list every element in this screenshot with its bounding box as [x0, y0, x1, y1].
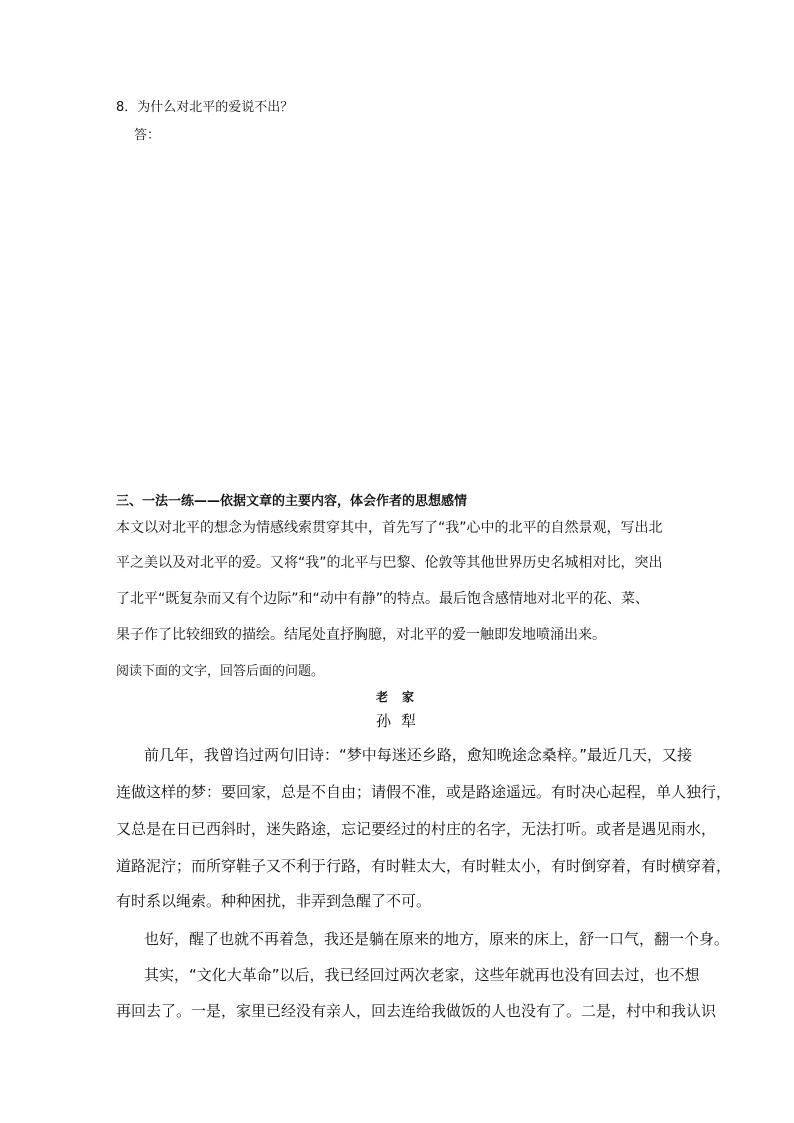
summary-line: 了北平“既复杂而又有个边际”和“动中有静”的特点。最后饱含感情地对北平的花、菜、 [116, 591, 650, 607]
story-line: 连做这样的梦：要回家，总是不自由；请假不准，或是路途遥远。有时决心起程，单人独行， [116, 783, 732, 801]
summary-line: 果子作了比较细致的描绘。结尾处直抒胸臆，对北平的爱一触即发地喷涌出来。 [116, 627, 606, 643]
story-author: 孙犁 [376, 712, 427, 730]
story-line: 前几年，我曾诌过两句旧诗：“梦中每迷还乡路，愈知晚途念桑梓。”最近几天，又接 [144, 746, 693, 764]
story-title: 老家 [376, 690, 429, 704]
question-8: 8．为什么对北平的爱说不出？ [116, 100, 294, 115]
story-line: 又总是在日已西斜时，迷失路途，忘记要经过的村庄的名字，无法打听。或者是遇见雨水， [116, 820, 717, 838]
story-line: 道路泥泞；而所穿鞋子又不利于行路，有时鞋太大，有时鞋太小，有时倒穿着，有时横穿着， [116, 857, 732, 875]
story-line: 有时系以绳索。种种困扰，非弄到急醒了不可。 [116, 892, 432, 910]
summary-line: 平之美以及对北平的爱。又将“我”的北平与巴黎、伦敦等其他世界历史名城相对比，突出 [116, 555, 663, 571]
summary-line: 本文以对北平的想念为情感线索贯穿其中，首先写了“我”心中的北平的自然景观，写出北 [116, 520, 663, 536]
reading-instruction: 阅读下面的文字，回答后面的问题。 [116, 664, 325, 679]
story-line: 其实，“文化大革命”以后，我已经回过两次老家，这些年就再也没有回去过，也不想 [144, 966, 700, 984]
story-line: 再回去了。一是，家里已经没有亲人，回去连给我做饭的人也没有了。二是，村中和我认识 [116, 1002, 717, 1020]
answer-label: 答： [134, 128, 161, 143]
story-line: 也好，醒了也就不再着急，我还是躺在原来的地方，原来的床上，舒一口气，翻一个身。 [144, 930, 730, 948]
section-heading: 三、一法一练——依据文章的主要内容，体会作者的思想感情 [116, 494, 468, 509]
